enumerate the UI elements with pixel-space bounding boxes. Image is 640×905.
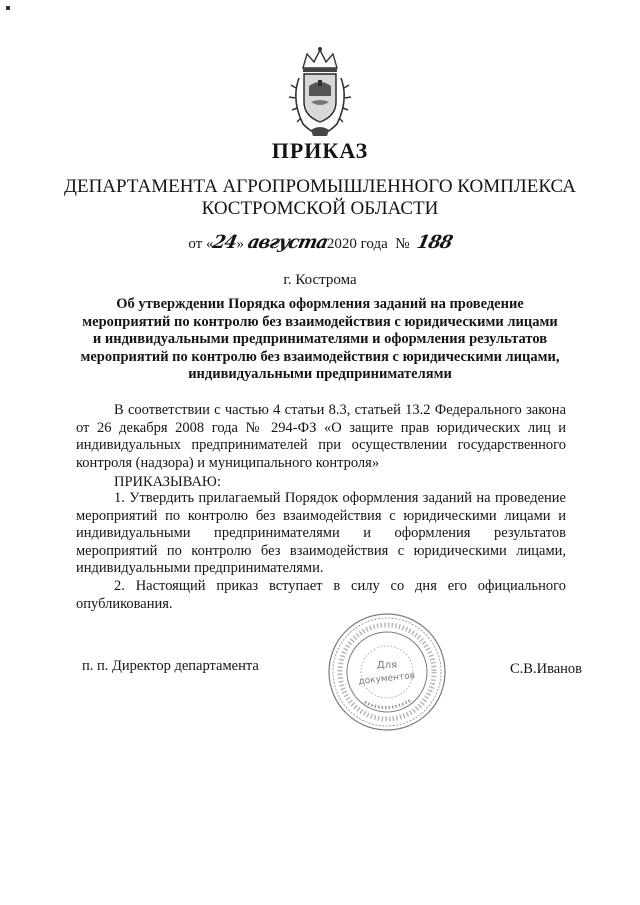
date-month-handwritten: августа	[245, 232, 330, 253]
seal-center-text-2: документов	[358, 671, 416, 687]
coat-of-arms-icon	[287, 44, 353, 138]
department-name	[60, 176, 580, 220]
signer-name: С.В.Иванов	[510, 661, 583, 677]
preamble-paragraph: В соответствии с частью 4 статьи 8.3, статьей 13.2 Федерального закона от 26 декабря 2008 года № 294-ФЗ «О защите прав юридических лиц и индивидуальных предпринимателей при осуществлении государственного контроля (надзора) и муниципального контроля»	[76, 402, 566, 471]
date-prefix: от «	[188, 236, 214, 252]
city: г. Кострома	[283, 272, 357, 288]
document-subject: Об утверждении Порядка оформления заданий на проведение мероприятий по контролю без взаимодействия с юридическими лицами и индивидуальными предпринимателями и оформления результатов мероприятий по контролю без взаимодействия с юридическими лицами, индивидуальными предпринимателями	[80, 296, 560, 382]
department-line-1: ДЕПАРТАМЕНТА АГРОПРОМЫШЛЕННОГО КОМПЛЕКСА	[64, 176, 576, 197]
order-word: ПРИКАЗЫВАЮ:	[114, 474, 221, 490]
document-title: ПРИКАЗ	[271, 138, 369, 163]
order-item-2: 2. Настоящий приказ вступает в силу со дня его официального опубликования.	[76, 578, 566, 612]
date-year: 2020 года	[326, 236, 388, 252]
document-number-handwritten: 188	[414, 232, 454, 253]
scan-mark	[6, 6, 10, 10]
official-seal	[325, 610, 449, 734]
number-label: №	[395, 236, 410, 252]
date-line	[0, 232, 640, 253]
signer-position: п. п. Директор департамента	[82, 658, 259, 674]
department-line-2: КОСТРОМСКОЙ ОБЛАСТИ	[201, 198, 439, 219]
date-sep: »	[236, 236, 245, 252]
seal-center-text-1: Для	[376, 660, 398, 671]
date-day-handwritten: 24	[211, 232, 239, 253]
order-item-1: 1. Утвердить прилагаемый Порядок оформления заданий на проведение мероприятий по контролю без взаимодействия с юридическими лицами и индивидуальными предпринимателями и оформления результатов мероприятий по контролю без взаимодействия с юридическими лицами, индивидуальными предпринимателями.	[76, 490, 566, 576]
